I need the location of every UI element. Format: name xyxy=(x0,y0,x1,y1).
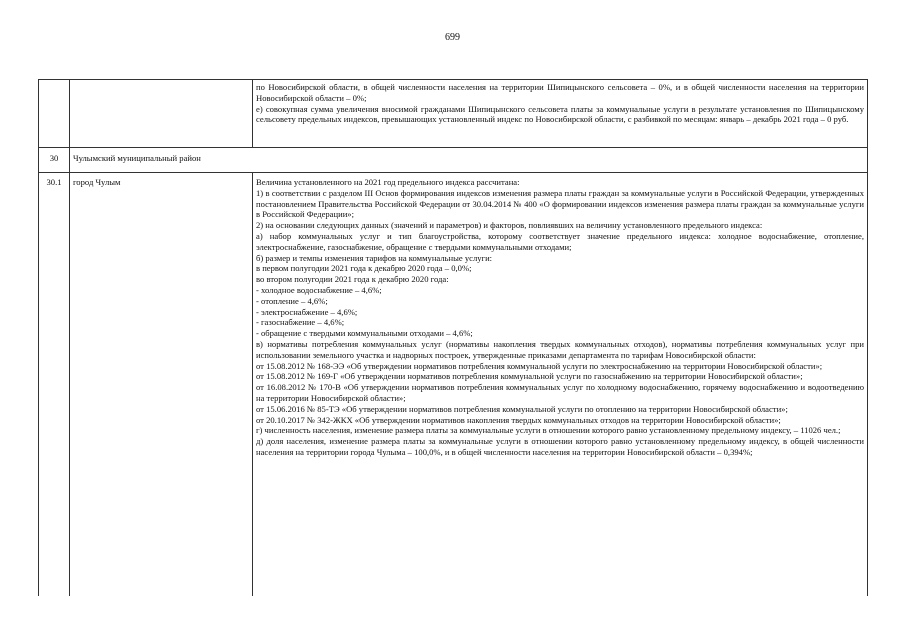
paragraph: е) совокупная сумма увеличения вносимой гражданами Шипицынского сельсовета платы за коммунальные услуги в результате установления по Шипицынскому сельсовету предельных индексов, превышающих установленный индекс по Новосибирской области, с разбивкой по месяцам: январь – декабрь 2021 года – 0 руб. xyxy=(256,103,864,125)
paragraph: от 15.08.2012 № 169-Г «Об утверждении нормативов потребления коммунальной услуги по газоснабжению на территории Новосибирской области»; xyxy=(256,371,803,382)
table-row-continuation xyxy=(39,80,868,148)
row-number-cell xyxy=(39,80,70,148)
paragraph: - холодное водоснабжение – 4,6%; xyxy=(256,284,382,295)
indices-table xyxy=(38,79,868,596)
paragraph: - электроснабжение – 4,6%; xyxy=(256,306,358,317)
table-row-section xyxy=(39,148,868,173)
page-number: 699 xyxy=(445,32,460,43)
paragraph: от 15.06.2016 № 85-ТЭ «Об утверждении нормативов потребления коммунальной услуги по отоплению на территории Новосибирской области»; xyxy=(256,403,788,414)
paragraph: во втором полугодии 2021 года к декабрю 2020 года: xyxy=(256,274,449,285)
section-title: Чулымский муниципальный район xyxy=(70,148,868,173)
paragraph: 1) в соответствии с разделом III Основ формирования индексов изменения размера платы граждан за коммунальные услуги в Российской Федерации, утвержденных постановлением Правительства Российской Федерации от 30.04.2014 № 400 «О формировании индексов изменения размера платы граждан за коммунальные услуги в Российской Федерации»; xyxy=(256,187,864,220)
section-number: 30 xyxy=(39,148,70,173)
paragraph: г) численность населения, изменение размера платы за коммунальные услуги в отношении которого равно установленному предельному индексу, – 11026 чел.; xyxy=(256,425,841,436)
row-content-cell xyxy=(253,80,868,148)
paragraph: - обращение с твердыми коммунальными отходами – 4,6%; xyxy=(256,328,473,339)
paragraph: б) размер и темпы изменения тарифов на коммунальные услуги: xyxy=(256,252,493,263)
paragraph: в) нормативы потребления коммунальных услуг (нормативы накопления твердых коммунальных отходов), нормативы потребления коммунальных услуг при использовании земельного участка и надворных построек, утвержденные приказами департамента по тарифам Новосибирской области: xyxy=(256,338,864,360)
paragraph: от 16.08.2012 № 170-В «Об утверждении нормативов потребления коммунальных услуг по холодному водоснабжению, горячему водоснабжению и водоотведению на территории Новосибирской области»; xyxy=(256,382,864,403)
paragraph: в первом полугодии 2021 года к декабрю 2020 года – 0,0%; xyxy=(256,263,472,274)
table-row-city xyxy=(39,173,868,597)
row-number: 30.1 xyxy=(39,173,70,597)
paragraph: 2) на основании следующих данных (значений и параметров) и факторов, повлиявших на величину установленного предельного индекса: xyxy=(256,220,763,231)
row-content-cell xyxy=(253,173,868,597)
paragraph: - газоснабжение – 4,6%; xyxy=(256,317,345,328)
row-name: город Чулым xyxy=(70,173,253,597)
paragraph: от 20.10.2017 № 342-ЖКХ «Об утверждении нормативов накопления твердых коммунальных отходов на территории Новосибирской области»; xyxy=(256,414,781,425)
paragraph: - отопление – 4,6%; xyxy=(256,295,328,306)
row-name-cell xyxy=(70,80,253,148)
paragraph: от 15.08.2012 № 168-ЭЭ «Об утверждении нормативов потребления коммунальной услуги по электроснабжению на территории Новосибирской области»; xyxy=(256,360,823,371)
paragraph: Величина установленного на 2021 год предельного индекса рассчитана: xyxy=(256,177,520,187)
paragraph: а) набор коммунальных услуг и тип благоустройства, которому соответствует значение предельного индекса: холодное водоснабжение, отопление, электроснабжение, газоснабжение, обращение с твердыми коммунальными отходами; xyxy=(256,230,864,252)
paragraph: д) доля населения, изменение размера платы за коммунальные услуги в отношении которого равно установленному предельному индексу, в общей численности населения на территории города Чулыма – 100,0%, и в общей численности населения на территории Новосибирской области – 0,394%; xyxy=(256,436,864,457)
paragraph: по Новосибирской области, в общей численности населения на территории Шипицынского сельсовета – 0%, и в общей численности населения на территории Новосибирской области – 0%; xyxy=(256,82,864,103)
